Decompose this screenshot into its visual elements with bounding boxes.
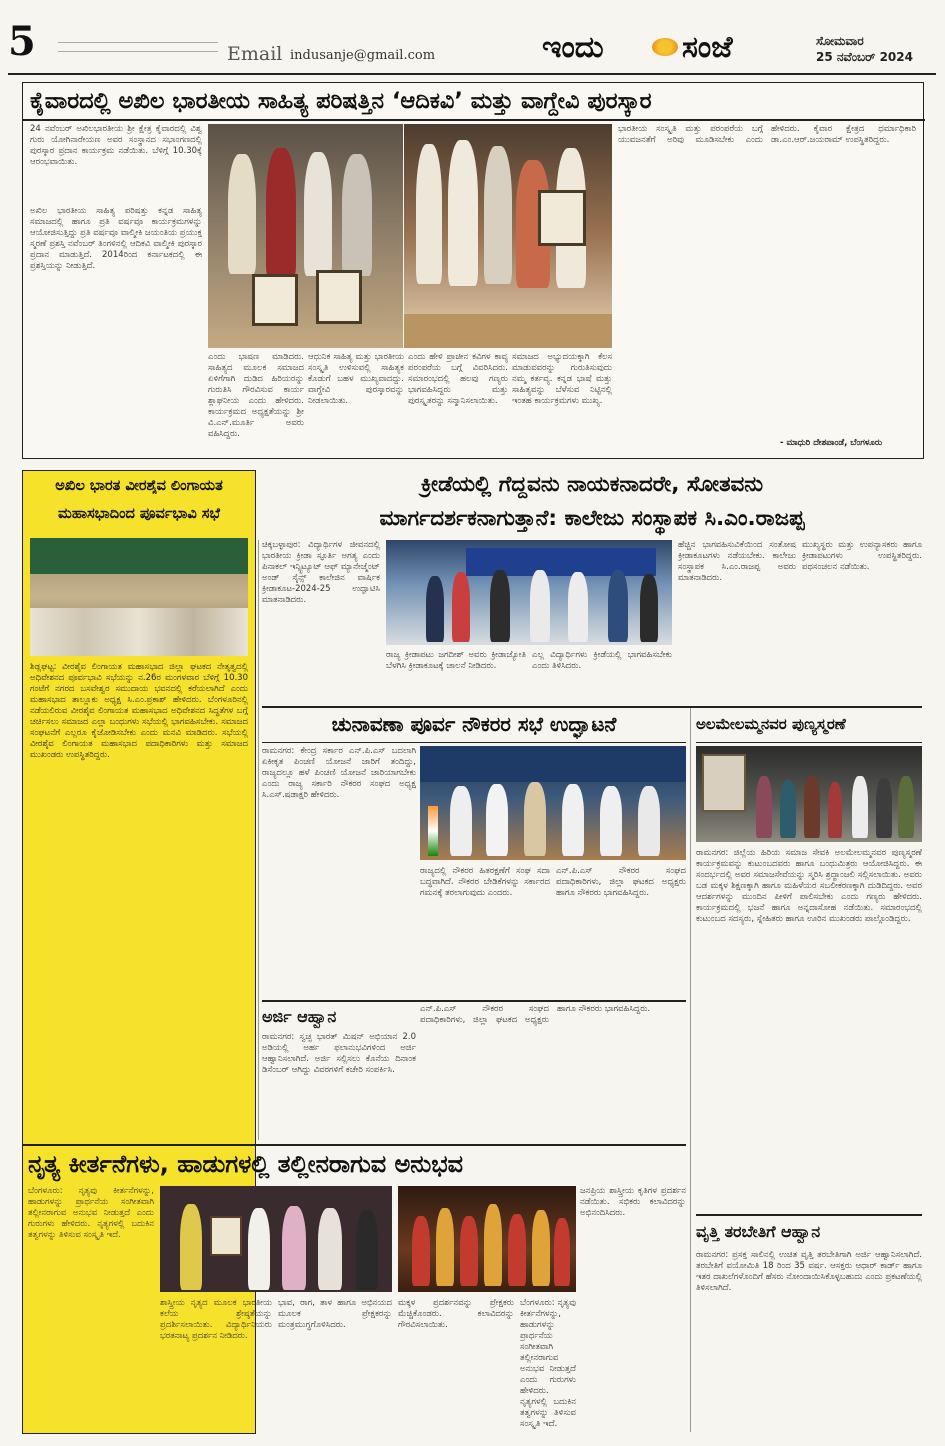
column-rule — [258, 540, 259, 1140]
logo-text-right: ಸಂಜೆ — [682, 30, 733, 65]
dance-photo-1 — [160, 1186, 392, 1292]
election-photo — [420, 746, 686, 860]
sports-headline-2: ಮಾರ್ಗದರ್ಶಕನಾಗುತ್ತಾನೆ: ಕಾಲೇಜು ಸಂಸ್ಥಾಪಕ ಸಿ.ಎಂ.ರಾಜಪ್ಪ — [379, 506, 805, 531]
sports-photo — [386, 540, 672, 645]
dance-col2: ಶಾಸ್ತ್ರೀಯ ನೃತ್ಯದ ಮೂಲಕ ಭಾರತೀಯ ಕಲೆಯ ಶ್ರೇಷ್ಠತೆಯನ್ನು ಪ್ರದರ್ಶಿಸಲಾಯಿತು. ವಿದ್ಯಾರ್ಥಿನಿಯರು ಭರತನಾಟ್ಯ ಪ್ರದರ್ಶನ ನೀಡಿದರು. — [160, 1298, 272, 1341]
veerashaiva-headline-1: ಅಖಿಲ ಭಾರತ ವೀರಶೈವ ಲಿಂಗಾಯತ — [55, 478, 223, 494]
lead-photo-2 — [404, 124, 612, 348]
sports-col4: ಹೆಚ್ಚಿನ ಭಾಗವಹಿಸುವಿಕೆಯಿಂದ ಸಂತೋಷ ಕ್ರೀಡಾಕೂಟಗಳು ನಡೆಯಬೇಕು. ಕಾಲೇಜು ಸಂಸ್ಥಾಪಕ ಸಿ.ಎಂ.ರಾಜಪ್ಪ ಅವರು ಮಾತನಾಡಿದರು. — [678, 540, 796, 583]
dance-headline: ನೃತ್ಯ ಕೀರ್ತನೆಗಳು, ಹಾಡುಗಳಲ್ಲಿ ತಲ್ಲೀನರಾಗುವ ಅನುಭವ — [28, 1150, 464, 1178]
veerashaiva-headline-2: ಮಹಾಸಭಾದಿಂದ ಪೂರ್ವಭಾವಿ ಸಭೆ — [58, 506, 220, 522]
sports-col3: ಎಲ್ಲ ವಿದ್ಯಾರ್ಥಿಗಳು ಕ್ರೀಡೆಯಲ್ಲಿ ಭಾಗವಹಿಸಬೇಕು ಎಂದು ತಿಳಿಸಿದರು. — [532, 650, 672, 671]
training-body: ರಾಮನಗರ: ಪ್ರಸಕ್ತ ಸಾಲಿನಲ್ಲಿ ಉಚಿತ ವೃತ್ತಿ ತರಬೇತಿಗಾಗಿ ಅರ್ಜಿ ಆಹ್ವಾನಿಸಲಾಗಿದೆ. ತರಬೇತಿಗೆ ವಯೋಮಿತಿ 18 ರಿಂದ 35 ವರ್ಷ. ಆಸಕ್ತರು ಆಧಾರ್ ಕಾರ್ಡ್ ಹಾಗೂ ಇತರ ದಾಖಲೆಗಳೊಂದಿಗೆ ಹೆಸರು ನೋಂದಾಯಿಸಿಕೊಳ್ಳಬಹುದು ಎಂದು ಪ್ರಕಟಣೆಯಲ್ಲಿ ತಿಳಿಸಲಾಗಿದೆ. — [696, 1250, 922, 1293]
sports-headline-1: ಕ್ರೀಡೆಯಲ್ಲಿ ಗೆದ್ದವನು ನಾಯಕನಾದರೇ, ಸೋತವನು — [420, 472, 764, 497]
sports-col2: ರಾಜ್ಯ ಕ್ರೀಡಾಪಟು ಜಗದೀಶ್ ಅವರು ಕ್ರೀಡಾಜ್ಯೋತಿ ಬೆಳಗಿಸಿ ಕ್ರೀಡಾಕೂಟಕ್ಕೆ ಚಾಲನೆ ನೀಡಿದರು. — [386, 650, 526, 671]
applications-body: ರಾಮನಗರ: ಸ್ವಚ್ಛ ಭಾರತ್ ಮಿಷನ್ ಅಭಿಯಾನ 2.0 ಅಡಿಯಲ್ಲಿ ಅರ್ಹ ಫಲಾನುಭವಿಗಳಿಂದ ಅರ್ಜಿ ಆಹ್ವಾನಿಸಲಾಗಿದೆ. ಅರ್ಜಿ ಸಲ್ಲಿಸಲು ಕೊನೆಯ ದಿನಾಂಕ ಡಿಸೆಂಬರ್ ಆಗಿದ್ದು ವಿವರಗಳಿಗೆ ಕಚೇರಿ ಸಂಪರ್ಕಿಸಿ. — [262, 1032, 416, 1075]
lead-col3: ಆಧುನಿಕ ಸಾಹಿತ್ಯ ಮತ್ತು ಭಾರತೀಯ ಸಂಸ್ಕೃತಿ ಉಳಿಸುವಲ್ಲಿ ಸಾಹಿತ್ಯಕ ಕೊಡುಗೆ ಬಹಳ ಮುಖ್ಯವಾದದ್ದು. ವಾಗ್ದೇವಿ ಪುರಸ್ಕಾರವನ್ನು ನೀಡಲಾಯಿತು. — [308, 352, 404, 406]
election-headline-rule — [262, 742, 686, 743]
election-col2: ರಾಜ್ಯದಲ್ಲಿ ನೌಕರರ ಹಿತರಕ್ಷಣೆಗೆ ಸಂಘ ಸದಾ ಬದ್ಧವಾಗಿದೆ. ನೌಕರರ ಬೇಡಿಕೆಗಳನ್ನು ಸರ್ಕಾರದ ಗಮನಕ್ಕೆ ತರಲಾಗುವುದು ಎಂದರು. — [420, 866, 550, 898]
mail-icon — [58, 42, 218, 52]
dance-col5: ಜನಪ್ರಿಯ ಶಾಸ್ತ್ರೀಯ ಕೃತಿಗಳ ಪ್ರದರ್ಶನ ನಡೆಯಿತು. ಸಭಿಕರು ಕಲಾವಿದರನ್ನು ಅಭಿನಂದಿಸಿದರು. — [580, 1186, 686, 1218]
lead-col5: ಸಮಾಜದ ಅಭ್ಯುದಯಕ್ಕಾಗಿ ಕೆಲಸ ಮಾಡುವವರನ್ನು ಗುರುತಿಸುವುದು ನಮ್ಮ ಕರ್ತವ್ಯ. ಕನ್ನಡ ಭಾಷೆ ಮತ್ತು ಸಾಹಿತ್ಯವನ್ನು ಬೆಳೆಸುವ ನಿಟ್ಟಿನಲ್ಲಿ ಇಂತಹ ಕಾರ್ಯಕ್ರಮಗಳು ಮುಖ್ಯ. — [512, 352, 612, 406]
logo-text-left: ಇಂದು — [542, 30, 604, 65]
email-label: Email — [227, 43, 283, 65]
veerashaiva-body: ಶಿಡ್ಲಘಟ್ಟ: ವೀರಶೈವ ಲಿಂಗಾಯತ ಮಹಾಸಭಾದ ಜಿಲ್ಲಾ ಘಟಕದ ನೇತೃತ್ವದಲ್ಲಿ ಅಧಿವೇಶನದ ಪೂರ್ವಭಾವಿ ಸಭೆಯನ್ನು ನ.26ರ ಮಂಗಳವಾರ ಬೆಳಿಗ್ಗೆ 10.30 ಗಂಟೆಗೆ ನಗರದ ಬಸವೇಶ್ವರ ಸಮುದಾಯ ಭವನದಲ್ಲಿ ಕರೆಯಲಾಗಿದೆ ಎಂದು ಮಹಾಸಭಾದ ತಾಲ್ಲೂಕು ಅಧ್ಯಕ್ಷ ಸಿ.ಎಂ.ಪ್ರಕಾಶ್ ಹೇಳಿದರು. ಬೆಂಗಳೂರಿನಲ್ಲಿ ನಡೆಯಲಿರುವ ವೀರಶೈವ ಲಿಂಗಾಯತ ಮಹಾಸಭಾದ ಅಧಿವೇಶನದ ಸಿದ್ಧತೆಗಳ ಬಗ್ಗೆ ಚರ್ಚಿಸಲು ಸಮಾಜದ ಎಲ್ಲಾ ಬಂಧುಗಳು ಸಭೆಯಲ್ಲಿ ಭಾಗವಹಿಸಬೇಕು. ಸಮಾಜದ ಸಂಘಟನೆಗೆ ಎಲ್ಲರೂ ಕೈಜೋಡಿಸಬೇಕು ಎಂದು ಮನವಿ ಮಾಡಿದರು. ಸಭೆಯಲ್ಲಿ ವೀರಶೈವ ಲಿಂಗಾಯತ ಮಹಾಸಭಾದ ಪದಾಧಿಕಾರಿಗಳು ಮತ್ತು ಸಮಾಜದ ಮುಖಂಡರು ಉಪಸ್ಥಿತರಿದ್ದರು. — [30, 662, 248, 760]
memorial-photo — [696, 746, 922, 842]
sports-col1: ಚಿಕ್ಕಬಳ್ಳಾಪುರ: ವಿದ್ಯಾರ್ಥಿಗಳ ಜೀವನದಲ್ಲಿ ಭಾರತೀಯ ಕ್ರೀಡಾ ಸ್ಫೂರ್ತಿ ಅಗತ್ಯ ಎಂದು ಪಿನಾಕಲ್ ಇನ್ಸ್ಟಿಟ್ಯೂಟ್ ಆಫ್ ಮ್ಯಾನೇಜ್ಮೆಂಟ್ ಅಂಡ್ ಸೈನ್ಸ್ ಕಾಲೇಜಿನ ವಾರ್ಷಿಕ ಕ್ರೀಡಾಕೂಟ-2024-25 ಉದ್ಘಾಟಿಸಿ ಮಾತನಾಡಿದರು. — [262, 540, 380, 605]
lead-col4: ಎಂದು ಹೇಳಿ ಪ್ರಾಚೀನ ಕವಿಗಳ ಕಾವ್ಯ ಪರಂಪರೆಯ ಬಗ್ಗೆ ವಿವರಿಸಿದರು. ಸಮಾರಂಭದಲ್ಲಿ ಹಲವು ಗಣ್ಯರು ಭಾಗವಹಿಸಿದ್ದರು ಮತ್ತು ಪುರಸ್ಕೃತರನ್ನು ಸನ್ಮಾನಿಸಲಾಯಿತು. — [408, 352, 508, 406]
dance-col1: ಬೆಂಗಳೂರು: ನೃತ್ಯವು ಕೀರ್ತನೆಗಳನ್ನು, ಹಾಡುಗಳನ್ನು ಪ್ರಾರ್ಥನೆಯ ಸಂಗೀತವಾಗಿ ತಲ್ಲೀನರಾಗುವ ಅನುಭವ ನೀಡುತ್ತದೆ ಎಂದು ಗುರುಗಳು ಹೇಳಿದರು. ನೃತ್ಯಗಳಲ್ಲಿ ಬದುಕಿನ ತತ್ವಗಳನ್ನು ತಿಳಿಸುವ ಸಂಸ್ಕೃತಿ ಇದೆ. — [28, 1186, 154, 1240]
issue-date: 25 ನವೆಂಬರ್ 2024 — [816, 50, 913, 64]
weekday: ಸೋಮವಾರ — [816, 34, 864, 48]
applications-rule — [262, 1000, 686, 1002]
column-rule — [690, 708, 691, 1432]
sun-icon — [652, 38, 678, 56]
applications-headline: ಅರ್ಜಿ ಆಹ್ವಾನ — [262, 1007, 337, 1026]
veerashaiva-photo — [30, 538, 248, 656]
dance-col4: ಮಕ್ಕಳ ಪ್ರದರ್ಶನವನ್ನು ಪ್ರೇಕ್ಷಕರು ಮೆಚ್ಚಿಕೊಂಡರು. ಕಲಾವಿದರನ್ನು ಗೌರವಿಸಲಾಯಿತು. — [398, 1298, 514, 1330]
election-col4: ಎನ್.ಪಿ.ಎಸ್ ನೌಕರರ ಸಂಘದ ಪದಾಧಿಕಾರಿಗಳು, ಜಿಲ್ಲಾ ಘಟಕದ ಅಧ್ಯಕ್ಷರು ಹಾಗೂ ನೌಕರರು ಭಾಗವಹಿಸಿದ್ದರು. — [420, 1004, 651, 1025]
memorial-headline: ಅಲಮೇಲಮ್ಮನವರ ಪುಣ್ಯಸ್ಮರಣೆ — [696, 715, 846, 733]
lead-headline-rule — [22, 119, 925, 121]
training-rule — [696, 1214, 922, 1216]
lead-headline: ಕೈವಾರದಲ್ಲಿ ಅಖಿಲ ಭಾರತೀಯ ಸಾಹಿತ್ಯ ಪರಿಷತ್ತಿನ ‘ಆದಿಕವಿ’ ಮತ್ತು ವಾಗ್ದೇವಿ ಪುರಸ್ಕಾರ — [30, 88, 652, 114]
training-headline: ವೃತ್ತಿ ತರಬೇತಿಗೆ ಆಹ್ವಾನ — [696, 1222, 821, 1241]
masthead-rule — [8, 73, 936, 75]
lead-byline: - ಮಾಧುರಿ ದೇಶಪಾಂಡೆ, ಬೆಂಗಳೂರು — [780, 438, 883, 448]
election-col3: ಎನ್.ಪಿ.ಎಸ್ ನೌಕರರ ಸಂಘದ ಪದಾಧಿಕಾರಿಗಳು, ಜಿಲ್ಲಾ ಘಟಕದ ಅಧ್ಯಕ್ಷರು ಹಾಗೂ ನೌಕರರು ಭಾಗವಹಿಸಿದ್ದರು. — [556, 866, 686, 898]
sports-col5: ಮುಖ್ಯಸ್ಥರು ಮತ್ತು ಉಪನ್ಯಾಸಕರು ಹಾಗೂ ಕ್ರೀಡಾಪಟುಗಳು ಉಪಸ್ಥಿತರಿದ್ದರು. ಪಥಸಂಚಲನ ನಡೆಯಿತು. — [802, 540, 922, 572]
election-headline: ಚುನಾವಣಾ ಪೂರ್ವ ನೌಕರರ ಸಭೆ ಉದ್ಘಾಟನೆ — [331, 712, 617, 736]
lead-col1: ಅಖಿಲ ಭಾರತೀಯ ಸಾಹಿತ್ಯ ಪರಿಷತ್ತು ಕನ್ನಡ ಸಾಹಿತ್ಯ ಸಮಾಜದಲ್ಲಿ ಹಾಗೂ ಪ್ರತಿ ವರ್ಷವೂ ಕಾರ್ಯಕ್ರಮಗಳನ್ನು ಆಯೋಜಿಸುತ್ತಿದ್ದು ಪ್ರತಿ ವರ್ಷವೂ ವಾಲ್ಮೀಕಿ ಜಯಂತಿಯ ಪ್ರಯುಕ್ತ ಸ್ಮರಣೆ ಪ್ರಶಸ್ತಿ ನವೆಂಬರ್ ತಿಂಗಳಿನಲ್ಲಿ ಆದಿಕವಿ ವಾಲ್ಮೀಕಿ ಪುರಸ್ಕಾರ ಪ್ರದಾನ ಮಾಡುತ್ತಿದೆ. 2014ರಿಂದ ಕರ್ನಾಟಕದಲ್ಲಿ ಈ ಪ್ರಶಸ್ತಿಯನ್ನು ನೀಡುತ್ತಿದೆ. — [30, 206, 202, 271]
lead-col2: ಎಂದು ಭಾಷಣ ಮಾಡಿದರು. ಸಾಹಿತ್ಯದ ಮೂಲಕ ಸಮಾಜದ ಏಳಿಗೆಗಾಗಿ ದುಡಿದ ಹಿರಿಯರನ್ನು ಗುರುತಿಸಿ ಗೌರವಿಸುವ ಕಾರ್ಯ ಶ್ಲಾಘನೀಯ ಎಂದು ಹೇಳಿದರು. ಕಾರ್ಯಕ್ರಮದ ಅಧ್ಯಕ್ಷತೆಯನ್ನು ಶ್ರೀ ವಿ.ಎನ್.ಮೂರ್ತಿ ಅವರು ವಹಿಸಿದ್ದರು. — [208, 352, 304, 439]
memorial-body: ರಾಮನಗರ: ಜಿಲ್ಲೆಯ ಹಿರಿಯ ಸಮಾಜ ಸೇವಕಿ ಅಲಮೇಲಮ್ಮನವರ ಪುಣ್ಯಸ್ಮರಣೆ ಕಾರ್ಯಕ್ರಮವನ್ನು ಕುಟುಂಬದವರು ಹಾಗೂ ಬಂಧುಮಿತ್ರರು ಆಯೋಜಿಸಿದ್ದರು. ಈ ಸಂದರ್ಭದಲ್ಲಿ ಅವರ ಸಮಾಜಸೇವೆಯನ್ನು ಸ್ಮರಿಸಿ ಶ್ರದ್ಧಾಂಜಲಿ ಸಲ್ಲಿಸಲಾಯಿತು. ಅವರು ಬಡ ಮಕ್ಕಳ ಶಿಕ್ಷಣಕ್ಕಾಗಿ ಹಾಗೂ ಮಹಿಳೆಯರ ಸಬಲೀಕರಣಕ್ಕಾಗಿ ದುಡಿದಿದ್ದರು. ಅವರ ಆದರ್ಶಗಳನ್ನು ಮುಂದಿನ ಪೀಳಿಗೆ ಪಾಲಿಸಬೇಕು ಎಂದು ಗಣ್ಯರು ಹೇಳಿದರು. ಕಾರ್ಯಕ್ರಮದಲ್ಲಿ ಭಜನೆ ಹಾಗೂ ಅನ್ನದಾಸೋಹ ನಡೆಯಿತು. ಸಮಾರಂಭದಲ್ಲಿ ಕುಟುಂಬದ ಸದಸ್ಯರು, ಸ್ನೇಹಿತರು ಹಾಗೂ ಊರಿನ ಮುಖಂಡರು ಪಾಲ್ಗೊಂಡಿದ್ದರು. — [696, 848, 922, 924]
lead-photo-1 — [208, 124, 403, 348]
election-col1: ರಾಮನಗರ: ಕೇಂದ್ರ ಸರ್ಕಾರ ಎನ್.ಪಿ.ಎಸ್ ಬದಲಾಗಿ ಏಕೀಕೃತ ಪಿಂಚಣಿ ಯೋಜನೆ ಜಾರಿಗೆ ತಂದಿದ್ದು, ರಾಜ್ಯದಲ್ಲೂ ಹಳೆ ಪಿಂಚಣಿ ಯೋಜನೆ ಜಾರಿಯಾಗಬೇಕು ಎಂದು ರಾಜ್ಯ ಸರ್ಕಾರಿ ನೌಕರರ ಸಂಘದ ಅಧ್ಯಕ್ಷ ಸಿ.ಎಸ್.ಷಡಾಕ್ಷರಿ ಹೇಳಿದರು. — [262, 746, 416, 800]
lead-intro: 24 ನವೆಂಬರ್ ಅಖಿಲಭಾರತೀಯ ಶ್ರೀ ಕ್ಷೇತ್ರ ಕೈವಾರದಲ್ಲಿ ವಿಶ್ವ ಗುರು ಯೋಗಿನಾರೇಯಣ ಅವರ ಸಂಸ್ಥಾನದ ಸಭಾಂಗಣದಲ್ಲಿ ಪುರಸ್ಕಾರ ಪ್ರದಾನ ಕಾರ್ಯಕ್ರಮ ನಡೆಯಿತು. ಬೆಳಿಗ್ಗೆ 10.30ಕ್ಕೆ ಆರಂಭವಾಯಿತು. — [30, 124, 202, 167]
dance-photo-2 — [398, 1186, 576, 1292]
memorial-headline-rule — [696, 742, 922, 743]
dance-col5b: ಬೆಂಗಳೂರು: ನೃತ್ಯವು ಕೀರ್ತನೆಗಳನ್ನು, ಹಾಡುಗಳನ್ನು ಪ್ರಾರ್ಥನೆಯ ಸಂಗೀತವಾಗಿ ತಲ್ಲೀನರಾಗುವ ಅನುಭವ ನೀಡುತ್ತದೆ ಎಂದು ಗುರುಗಳು ಹೇಳಿದರು. ನೃತ್ಯಗಳಲ್ಲಿ ಬದುಕಿನ ತತ್ವಗಳನ್ನು ತಿಳಿಸುವ ಸಂಸ್ಕೃತಿ ಇದೆ. — [520, 1298, 576, 1429]
email-address: indusanje@gmail.com — [290, 48, 436, 63]
dance-col3: ಭಾವ, ರಾಗ, ತಾಳ ಹಾಗೂ ಅಭಿನಯದ ಮೂಲಕ ಪ್ರೇಕ್ಷಕರನ್ನು ಮಂತ್ರಮುಗ್ಧಗೊಳಿಸಿದರು. — [278, 1298, 392, 1330]
lead-col6: ಭಾರತೀಯ ಸಂಸ್ಕೃತಿ ಮತ್ತು ಪರಂಪರೆಯ ಬಗ್ಗೆ ಯುವಜನತೆಗೆ ಅರಿವು ಮೂಡಿಸಬೇಕು ಎಂದು ಹೇಳಿದರು. ಕೈವಾರ ಕ್ಷೇತ್ರದ ಧರ್ಮಾಧಿಕಾರಿ ಡಾ.ಎಂ.ಆರ್.ಜಯರಾಮ್ ಉಪಸ್ಥಿತರಿದ್ದರು. — [618, 124, 916, 145]
masthead-logo — [540, 30, 802, 70]
page-number: 5 — [8, 18, 36, 65]
